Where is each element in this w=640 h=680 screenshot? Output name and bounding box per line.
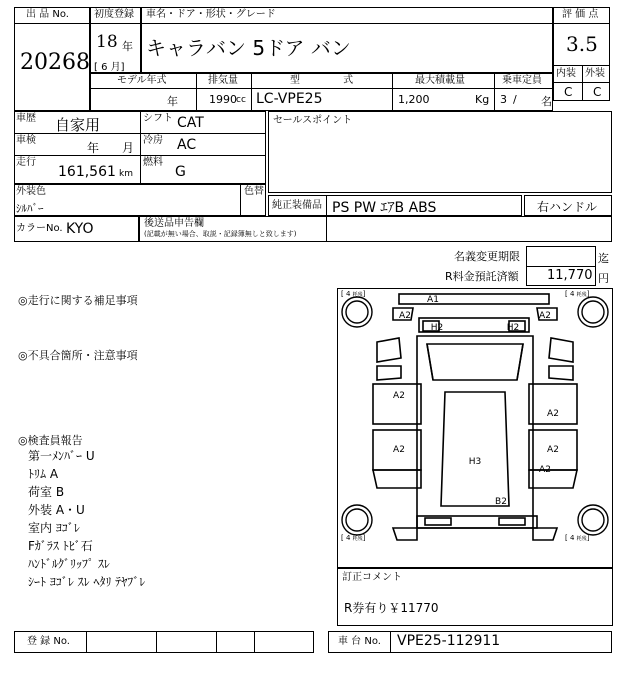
lot-no-label: 出 品 No. bbox=[26, 9, 69, 20]
post-note: (記載が無い場合、取説・記録簿無しと致します) bbox=[144, 230, 297, 238]
damage-mark: A2 bbox=[393, 391, 405, 401]
fuel-value: G bbox=[175, 164, 186, 180]
recycle-label: R料金預託済額 bbox=[445, 270, 519, 283]
ac-label: 冷房 bbox=[143, 135, 163, 146]
name-change-label: 名義変更期限 bbox=[454, 250, 520, 263]
inspector-line: ﾊﾝﾄﾞﾙｸﾞﾘｯﾌﾟ ｽﾚ bbox=[28, 557, 110, 571]
recycle-unit: 円 bbox=[598, 272, 609, 285]
history-value: 自家用 bbox=[55, 116, 101, 134]
car-name: キャラバン 5ドア バン bbox=[146, 36, 351, 60]
tire-label: [ 4 粍残] bbox=[565, 290, 590, 298]
color-no-value: KYO bbox=[66, 221, 94, 237]
type-value: LC-VPE25 bbox=[256, 91, 323, 107]
shift-label: シフト bbox=[143, 113, 173, 124]
equipment-label: 純正装備品 bbox=[272, 200, 322, 211]
damage-mark-a1: A1 bbox=[427, 295, 439, 305]
vehicle-condition-diagram bbox=[337, 288, 613, 568]
interior-label: 内装 bbox=[556, 68, 576, 79]
inspection-year: 年 bbox=[87, 141, 100, 155]
inspection-month: 月 bbox=[122, 141, 135, 155]
mileage-value: 161,561 bbox=[58, 164, 116, 180]
inspection-label: 車検 bbox=[16, 135, 36, 146]
damage-mark-h3: H3 bbox=[468, 457, 482, 467]
capacity-slash: / bbox=[513, 93, 517, 106]
tire-label: [ 4 粍残] bbox=[341, 290, 366, 298]
displacement-label: 排気量 bbox=[208, 75, 238, 86]
first-reg-year-unit: 年 bbox=[122, 40, 133, 53]
interior-grade: C bbox=[564, 85, 573, 99]
tire-label: [ 4 粍残] bbox=[565, 534, 590, 542]
name-change-field bbox=[526, 246, 596, 267]
tire-label: [ 4 粍残] bbox=[341, 534, 366, 542]
recycle-value: 11,770 bbox=[547, 268, 593, 283]
chassis-label: 車 台 No. bbox=[338, 636, 381, 647]
car-name-label: 車名・ドア・形状・グレード bbox=[146, 9, 276, 20]
first-reg-label: 初度登録 bbox=[94, 9, 134, 20]
exterior-grade: C bbox=[593, 85, 602, 99]
max-load-value: 1,200 bbox=[398, 93, 430, 106]
damage-mark: A2 bbox=[547, 445, 559, 455]
damage-mark-b2: B2 bbox=[495, 497, 507, 507]
first-reg-year: 18 bbox=[96, 32, 118, 52]
reg-no-label: 登 録 No. bbox=[27, 636, 70, 647]
defects-heading: ◎不具合箇所・注意事項 bbox=[18, 349, 138, 362]
exterior-label: 外装 bbox=[585, 68, 605, 79]
driving-notes-heading: ◎走行に関する補足事項 bbox=[18, 294, 138, 307]
inspector-line: 室内 ﾖｺﾞﾚ bbox=[28, 521, 80, 535]
damage-mark: A2 bbox=[539, 311, 551, 321]
capacity-value: 3 bbox=[500, 93, 507, 106]
color-change-label: 色替 bbox=[244, 186, 264, 197]
chassis-number: VPE25-112911 bbox=[397, 633, 501, 649]
score-label: 評 価 点 bbox=[562, 9, 599, 20]
score-value: 3.5 bbox=[566, 32, 598, 56]
damage-mark: A2 bbox=[393, 445, 405, 455]
displacement-unit: cc bbox=[236, 95, 246, 105]
lot-number: 20268 bbox=[20, 50, 90, 75]
damage-mark-h2: H2 bbox=[430, 323, 444, 333]
history-label: 車歴 bbox=[16, 113, 36, 124]
max-load-unit: Kg bbox=[475, 93, 490, 106]
damage-mark-h2: H2 bbox=[506, 323, 520, 333]
inspector-line: 第一ﾒﾝﾊﾞｰ U bbox=[28, 449, 95, 463]
post-label: 後送品申告欄 bbox=[144, 218, 204, 229]
max-load-label: 最大積載量 bbox=[415, 75, 465, 86]
correction-label: 訂正コメント bbox=[342, 572, 402, 583]
first-reg-month: [ 6 月] bbox=[94, 62, 125, 73]
correction-text: R券有り￥11770 bbox=[344, 601, 439, 615]
damage-mark: A2 bbox=[399, 311, 411, 321]
capacity-unit: 名 bbox=[541, 95, 552, 108]
inspector-heading: ◎検査員報告 bbox=[18, 434, 83, 447]
mileage-unit: km bbox=[119, 169, 133, 179]
damage-mark: A2 bbox=[539, 465, 551, 475]
damage-mark: A2 bbox=[547, 409, 559, 419]
mileage-label: 走行 bbox=[16, 157, 36, 168]
ext-color-label: 外装色 bbox=[16, 186, 46, 197]
name-change-unit: 迄 bbox=[598, 252, 609, 265]
ext-color-value: ｼﾙﾊﾞｰ bbox=[16, 202, 44, 215]
inspector-line: ｼｰﾄ ﾖｺﾞﾚ ｽﾚ ﾍﾀﾘ ﾃﾔﾌﾞﾚ bbox=[28, 575, 146, 589]
exterior-color-box bbox=[14, 184, 266, 216]
fuel-label: 燃料 bbox=[143, 157, 163, 168]
inspector-line: 外装 A・U bbox=[28, 503, 85, 517]
capacity-label: 乗車定員 bbox=[502, 75, 542, 86]
ac-value: AC bbox=[177, 137, 197, 153]
displacement-value: 1990 bbox=[209, 93, 237, 106]
sales-point-label: セールスポイント bbox=[273, 115, 353, 126]
shift-value: CAT bbox=[177, 115, 204, 131]
inspector-line: 荷室 B bbox=[28, 485, 65, 499]
equipment-value: PS PW ｴｱB ABS bbox=[332, 200, 437, 216]
type-label: 型 式 bbox=[290, 75, 354, 86]
handle-value: 右ハンドル bbox=[537, 200, 598, 214]
model-year-label: モデル年式 bbox=[117, 75, 167, 86]
color-no-label: カラーNo. bbox=[16, 223, 63, 234]
model-year-unit: 年 bbox=[167, 95, 178, 108]
inspector-line: ﾄﾘﾑ A bbox=[28, 467, 59, 481]
inspector-line: Fｶﾞﾗｽ ﾄﾋﾞ石 bbox=[28, 539, 93, 553]
